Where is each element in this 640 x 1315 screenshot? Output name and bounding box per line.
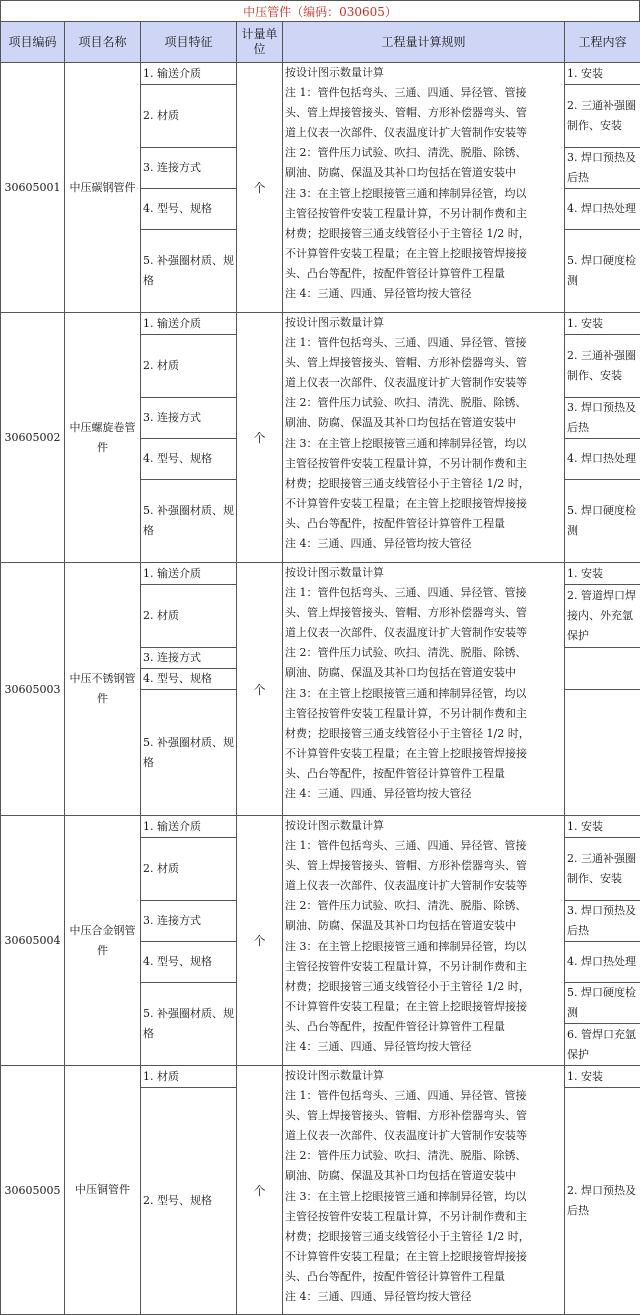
item-code: 30605005 (1, 1066, 65, 1315)
item-feature: 2. 型号、规格 (141, 1088, 237, 1315)
header-code: 项目编码 (1, 22, 65, 63)
rule-line: 注 1：管件包括弯头、三通、四通、异径管、管接 (285, 583, 562, 603)
rule-line: 按设计图示数量计算 (285, 816, 562, 836)
rule-line: 头、凸台等配件，按配件管径计算管件工程量 (285, 1267, 562, 1287)
rule-line: 头、管上焊接管接头、管帽、方形补偿器弯头、管 (285, 603, 562, 623)
item-work-content: 3. 焊口预热及后热 (565, 148, 640, 189)
rule-line: 头、管上焊接管接头、管帽、方形补偿器弯头、管 (285, 1106, 562, 1126)
table-row (1, 1066, 640, 1088)
item-feature: 1. 输送介质 (141, 313, 237, 335)
item-work-content: 5. 焊口硬度检测 (565, 983, 640, 1024)
rule-line: 不计算管件安装工程量；在主管上挖眼接管焊接接 (285, 1247, 562, 1267)
header-unit: 计量单位 (237, 22, 283, 63)
rule-line: 注 1：管件包括弯头、三通、四通、异径管、管接 (285, 836, 562, 856)
table-row (1, 816, 640, 838)
item-unit: 个 (237, 816, 283, 1066)
rule-line: 头、管上焊接管接头、管帽、方形补偿器弯头、管 (285, 103, 562, 123)
item-feature: 2. 材质 (141, 838, 237, 901)
item-work-content (565, 648, 640, 690)
rule-line: 主管径按管件安装工程量计算，不另计制作费和主 (285, 704, 562, 724)
item-feature: 5. 补强圈材质、规格 (141, 983, 237, 1066)
item-calc-rules (283, 63, 565, 313)
rule-line: 头、凸台等配件，按配件管径计算管件工程量 (285, 514, 562, 534)
item-feature: 2. 材质 (141, 335, 237, 398)
rule-line: 按设计图示数量计算 (285, 313, 562, 333)
item-code: 30605001 (1, 63, 65, 313)
item-code: 30605002 (1, 313, 65, 563)
item-work-content: 2. 管道焊口焊接内、外充氩保护 (565, 585, 640, 648)
item-feature: 1. 材质 (141, 1066, 237, 1088)
rule-line: 注 4：三通、四通、异径管均按大管径 (285, 534, 562, 554)
header-rules: 工程量计算规则 (283, 22, 565, 63)
rule-line: 注 2：管件压力试验、吹扫、清洗、脱脂、除锈、 (285, 393, 562, 413)
header-row (1, 22, 640, 63)
item-work-content: 1. 安装 (565, 313, 640, 335)
rule-line: 道上仪表一次部件、仪表温度计扩大管制作安装等 (285, 623, 562, 643)
rule-line: 道上仪表一次部件、仪表温度计扩大管制作安装等 (285, 1126, 562, 1146)
table-row (1, 563, 640, 585)
item-work-content: 2. 三通补强圈制作、安装 (565, 838, 640, 901)
rule-line: 不计算管件安装工程量；在主管上挖眼接管焊接接 (285, 494, 562, 514)
item-code: 30605003 (1, 563, 65, 816)
rule-line: 刷油、防腐、保温及其补口均包括在管道安装中 (285, 1166, 562, 1186)
item-work-content: 4. 焊口热处理 (565, 189, 640, 230)
pipe-fittings-table (0, 21, 640, 1315)
item-feature: 3. 连接方式 (141, 901, 237, 942)
rule-line: 注 4：三通、四通、异径管均按大管径 (285, 1287, 562, 1307)
item-calc-rules (283, 313, 565, 563)
rule-line: 注 4：三通、四通、异径管均按大管径 (285, 1037, 562, 1057)
rule-line: 道上仪表一次部件、仪表温度计扩大管制作安装等 (285, 373, 562, 393)
rule-line: 刷油、防腐、保温及其补口均包括在管道安装中 (285, 916, 562, 936)
item-work-content: 2. 焊口预热及后热 (565, 1088, 640, 1315)
item-feature: 4. 型号、规格 (141, 669, 237, 690)
item-work-content: 3. 焊口预热及后热 (565, 398, 640, 439)
item-work-content: 1. 安装 (565, 1066, 640, 1088)
item-feature: 1. 输送介质 (141, 816, 237, 838)
item-name: 中压不锈钢管件 (65, 563, 141, 816)
rule-line: 主管径按管件安装工程量计算，不另计制作费和主 (285, 1207, 562, 1227)
item-name: 中压碳钢管件 (65, 63, 141, 313)
rule-line: 按设计图示数量计算 (285, 563, 562, 583)
item-code: 30605004 (1, 816, 65, 1066)
rule-line: 主管径按管件安装工程量计算，不另计制作费和主 (285, 454, 562, 474)
rule-line: 材费；挖眼接管三通支线管径小于主管径 1/2 时， (285, 474, 562, 494)
rule-line: 主管径按管件安装工程量计算，不另计制作费和主 (285, 957, 562, 977)
item-feature: 5. 补强圈材质、规格 (141, 690, 237, 816)
rule-line: 注 2：管件压力试验、吹扫、清洗、脱脂、除锈、 (285, 896, 562, 916)
item-work-content: 3. 焊口预热及后热 (565, 901, 640, 942)
item-name: 中压合金钢管件 (65, 816, 141, 1066)
item-name: 中压铜管件 (65, 1066, 141, 1315)
rule-line: 注 3：在主管上挖眼接管三通和摔制异径管，均以 (285, 1187, 562, 1207)
item-feature: 1. 输送介质 (141, 63, 237, 85)
item-feature: 2. 材质 (141, 585, 237, 648)
rule-line: 注 1：管件包括弯头、三通、四通、异径管、管接 (285, 1086, 562, 1106)
item-unit: 个 (237, 63, 283, 313)
item-work-content: 2. 三通补强圈制作、安装 (565, 335, 640, 398)
item-work-content: 5. 焊口硬度检测 (565, 480, 640, 563)
rule-line: 注 1：管件包括弯头、三通、四通、异径管、管接 (285, 83, 562, 103)
rule-line: 材费；挖眼接管三通支线管径小于主管径 1/2 时， (285, 977, 562, 997)
item-feature: 3. 连接方式 (141, 398, 237, 439)
rule-line: 不计算管件安装工程量；在主管上挖眼接管焊接接 (285, 244, 562, 264)
item-feature: 4. 型号、规格 (141, 942, 237, 983)
rule-line: 主管径按管件安装工程量计算，不另计制作费和主 (285, 204, 562, 224)
table-caption: 中压管件（编码：030605） (0, 0, 640, 22)
item-work-content: 4. 焊口热处理 (565, 439, 640, 480)
item-unit: 个 (237, 313, 283, 563)
rule-line: 注 2：管件压力试验、吹扫、清洗、脱脂、除锈、 (285, 143, 562, 163)
item-work-content: 6. 管焊口充氩保护 (565, 1024, 640, 1066)
rule-line: 不计算管件安装工程量；在主管上挖眼接管焊接接 (285, 997, 562, 1017)
header-work: 工程内容 (565, 22, 640, 63)
header-name: 项目名称 (65, 22, 141, 63)
item-unit: 个 (237, 563, 283, 816)
rule-line: 按设计图示数量计算 (285, 63, 562, 83)
item-calc-rules (283, 1066, 565, 1315)
rule-line: 头、管上焊接管接头、管帽、方形补偿器弯头、管 (285, 856, 562, 876)
rule-line: 注 4：三通、四通、异径管均按大管径 (285, 284, 562, 304)
rule-line: 注 3：在主管上挖眼接管三通和摔制异径管，均以 (285, 184, 562, 204)
rule-line: 注 2：管件压力试验、吹扫、清洗、脱脂、除锈、 (285, 1146, 562, 1166)
rule-line: 刷油、防腐、保温及其补口均包括在管道安装中 (285, 413, 562, 433)
item-calc-rules (283, 563, 565, 816)
item-unit: 个 (237, 1066, 283, 1315)
rule-line: 头、凸台等配件，按配件管径计算管件工程量 (285, 1017, 562, 1037)
table-body (1, 63, 640, 1315)
rule-line: 刷油、防腐、保温及其补口均包括在管道安装中 (285, 663, 562, 683)
item-feature: 2. 材质 (141, 85, 237, 148)
rule-line: 注 4：三通、四通、异径管均按大管径 (285, 784, 562, 804)
rule-line: 注 1：管件包括弯头、三通、四通、异径管、管接 (285, 333, 562, 353)
item-work-content: 4. 焊口热处理 (565, 942, 640, 983)
item-feature: 3. 连接方式 (141, 648, 237, 669)
rule-line: 头、凸台等配件，按配件管径计算管件工程量 (285, 264, 562, 284)
table-row (1, 63, 640, 85)
rule-line: 注 3：在主管上挖眼接管三通和摔制异径管，均以 (285, 434, 562, 454)
item-feature: 4. 型号、规格 (141, 439, 237, 480)
rule-line: 头、凸台等配件，按配件管径计算管件工程量 (285, 764, 562, 784)
rule-line: 按设计图示数量计算 (285, 1066, 562, 1086)
rule-line: 刷油、防腐、保温及其补口均包括在管道安装中 (285, 163, 562, 183)
rule-line: 注 3：在主管上挖眼接管三通和摔制异径管，均以 (285, 937, 562, 957)
item-work-content: 2. 三通补强圈制作、安装 (565, 85, 640, 148)
rule-line: 材费；挖眼接管三通支线管径小于主管径 1/2 时， (285, 724, 562, 744)
item-work-content: 1. 安装 (565, 63, 640, 85)
item-work-content: 1. 安装 (565, 816, 640, 838)
item-name: 中压螺旋卷管件 (65, 313, 141, 563)
rule-line: 道上仪表一次部件、仪表温度计扩大管制作安装等 (285, 876, 562, 896)
header-features: 项目特征 (141, 22, 237, 63)
item-feature: 5. 补强圈材质、规格 (141, 480, 237, 563)
item-work-content: 5. 焊口硬度检测 (565, 230, 640, 313)
table-row (1, 313, 640, 335)
item-calc-rules (283, 816, 565, 1066)
rule-line: 注 2：管件压力试验、吹扫、清洗、脱脂、除锈、 (285, 643, 562, 663)
item-feature: 3. 连接方式 (141, 148, 237, 189)
item-feature: 4. 型号、规格 (141, 189, 237, 230)
item-work-content: 1. 安装 (565, 563, 640, 585)
item-feature: 5. 补强圈材质、规格 (141, 230, 237, 313)
rule-line: 道上仪表一次部件、仪表温度计扩大管制作安装等 (285, 123, 562, 143)
rule-line: 材费；挖眼接管三通支线管径小于主管径 1/2 时， (285, 1227, 562, 1247)
item-feature: 1. 输送介质 (141, 563, 237, 585)
rule-line: 不计算管件安装工程量；在主管上挖眼接管焊接接 (285, 744, 562, 764)
rule-line: 头、管上焊接管接头、管帽、方形补偿器弯头、管 (285, 353, 562, 373)
rule-line: 材费；挖眼接管三通支线管径小于主管径 1/2 时， (285, 224, 562, 244)
rule-line: 注 3：在主管上挖眼接管三通和摔制异径管，均以 (285, 684, 562, 704)
